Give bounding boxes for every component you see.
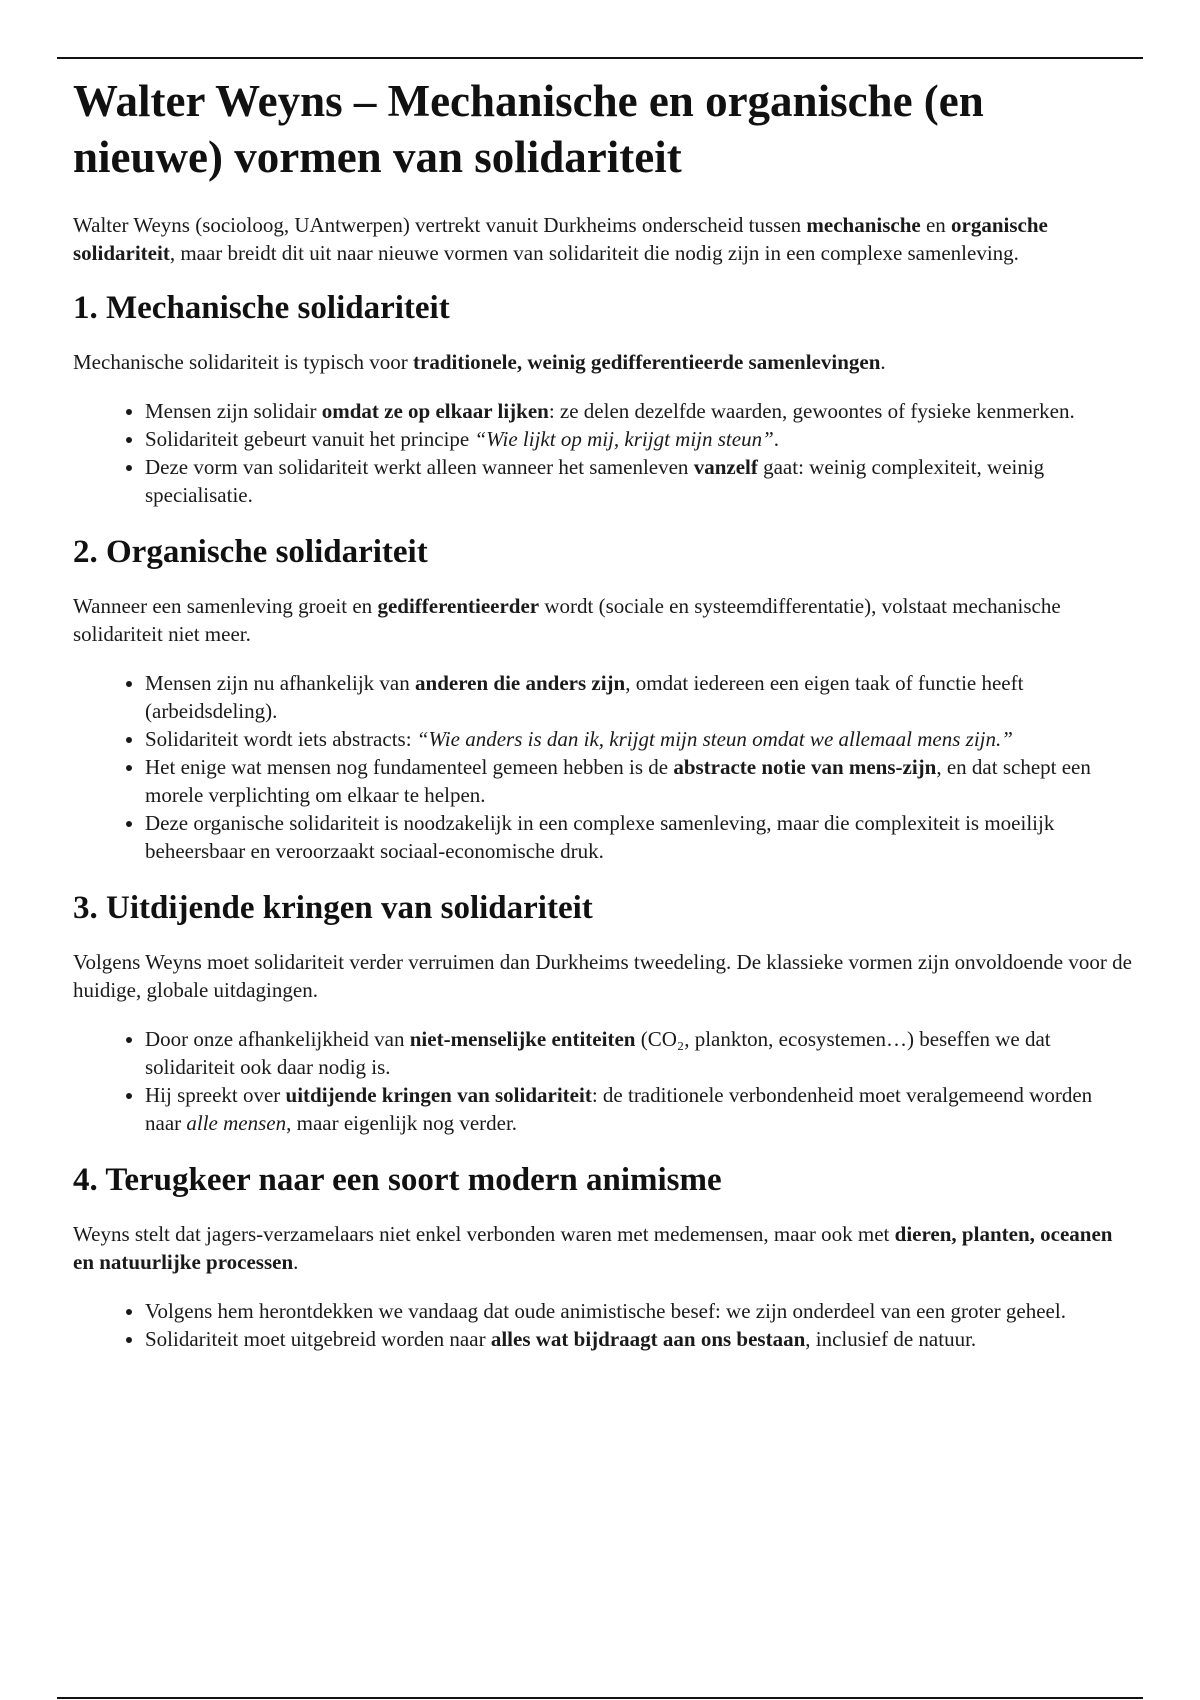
text: Volgens Weyns moet solidariteit verder verruimen dan Durkheims tweedeling. De klassieke vormen zijn onvoldoende voor de huidige, globale uitdagingen. [73,950,1132,1002]
intro-bold: organische solidariteit [73,213,1048,265]
text: , omdat iedereen een eigen taak of functie heeft (arbeidsdeling). [145,671,1024,723]
bold-text: vanzelf [693,455,758,479]
section-paragraph [73,948,1133,1004]
text: , inclusief de natuur. [805,1327,977,1351]
top-rule [57,57,1143,59]
bullet-list [73,1297,1133,1353]
bullet-list [73,669,1133,865]
text: : ze delen dezelfde waarden, gewoontes of fysieke kenmerken. [548,399,1075,423]
bold-text: niet-menselijke entiteiten [409,1027,636,1051]
italic-text: “Wie lijkt op mij, krijgt mijn steun” [474,427,774,451]
bottom-rule [57,1697,1143,1699]
list-item [145,453,1133,509]
bold-text: dieren, planten, oceanen en natuurlijke processen [73,1222,1113,1274]
page-title: Walter Weyns – Mechanische en organische (en nieuwe) vormen van solidariteit [73,76,984,182]
bold-text: traditionele, weinig gedifferentieerde samenlevingen [413,350,881,374]
list-item [145,1025,1133,1081]
text: Deze organische solidariteit is noodzakelijk in een complexe samenleving, maar die complexiteit is moeilijk beheersbaar en veroorzaakt sociaal-economische druk. [145,811,1055,863]
intro-text: en [920,213,952,237]
bold-text: anderen die anders zijn [415,671,626,695]
intro-bold: mechanische [806,213,921,237]
list-item [145,669,1133,725]
text: . [293,1250,299,1274]
bold-text: uitdijende kringen van solidariteit [285,1083,592,1107]
list-item [145,425,1133,453]
section-heading-organische: 2. Organische solidariteit [73,534,428,570]
list-item [145,397,1133,425]
section-heading-uitdijende-kringen: 3. Uitdijende kringen van solidariteit [73,890,593,926]
bullet-list [73,397,1133,509]
text: gaat: weinig complexiteit, weinig specialisatie. [145,455,1045,507]
bold-text: gedifferentieerder [377,594,540,618]
text: Mechanische solidariteit is typisch voor [73,350,414,374]
italic-text: “Wie anders is dan ik, krijgt mijn steun omdat we allemaal mens zijn.” [416,727,1013,751]
text: Solidariteit moet uitgebreid worden naar [145,1327,491,1351]
section-paragraph [73,1220,1133,1276]
intro-text: , maar breidt dit uit naar nieuwe vormen van solidariteit die nodig zijn in een complexe samenleving. [169,241,1019,265]
list-item [145,753,1133,809]
bold-text: abstracte notie van mens-zijn [673,755,937,779]
text: Solidariteit wordt iets abstracts: [145,727,417,751]
text: Het enige wat mensen nog fundamenteel gemeen hebben is de [145,755,674,779]
document-page [73,70,1133,1376]
italic-text: alle mensen [186,1111,287,1135]
text: wordt (sociale en systeemdifferentatie), volstaat mechanische solidariteit niet meer. [73,594,1061,646]
text: Weyns stelt dat jagers-verzamelaars niet enkel verbonden waren met medemensen, maar ook met [73,1222,895,1246]
text: Door onze afhankelijkheid van [145,1027,410,1051]
bullet-list [73,1025,1133,1137]
list-item [145,1081,1133,1137]
text: Solidariteit gebeurt vanuit het principe [145,427,475,451]
section-heading-animisme: 4. Terugkeer naar een soort modern animisme [73,1162,722,1198]
list-item [145,809,1133,865]
section-paragraph [73,592,1133,648]
text: Wanneer een samenleving groeit en [73,594,378,618]
text: , en dat schept een morele verplichting om elkaar te helpen. [145,755,1091,807]
list-item [145,1297,1133,1325]
text: Hij spreekt over [145,1083,286,1107]
list-item [145,725,1133,753]
text: . [773,427,779,451]
section-paragraph [73,348,1133,376]
text: Deze vorm van solidariteit werkt alleen wanneer het samenleven [145,455,694,479]
text: . [880,350,886,374]
text: Mensen zijn solidair [145,399,322,423]
text: (CO₂, plankton, ecosystemen…) beseffen we dat solidariteit ook daar nodig is. [145,1027,1051,1079]
text: Mensen zijn nu afhankelijk van [145,671,416,695]
bold-text: alles wat bijdraagt aan ons bestaan [490,1327,806,1351]
intro-paragraph [73,211,1133,267]
bold-text: omdat ze op elkaar lijken [321,399,549,423]
section-heading-mechanische: 1. Mechanische solidariteit [73,290,450,326]
text: Volgens hem herontdekken we vandaag dat oude animistische besef: we zijn onderdeel van een groter geheel. [145,1299,1066,1323]
intro-text: Walter Weyns (socioloog, UAntwerpen) vertrekt vanuit Durkheims onderscheid tussen [73,213,807,237]
text: , maar eigenlijk nog verder. [286,1111,518,1135]
list-item [145,1325,1133,1353]
text: : de traditionele verbondenheid moet veralgemeend worden naar [145,1083,1093,1135]
